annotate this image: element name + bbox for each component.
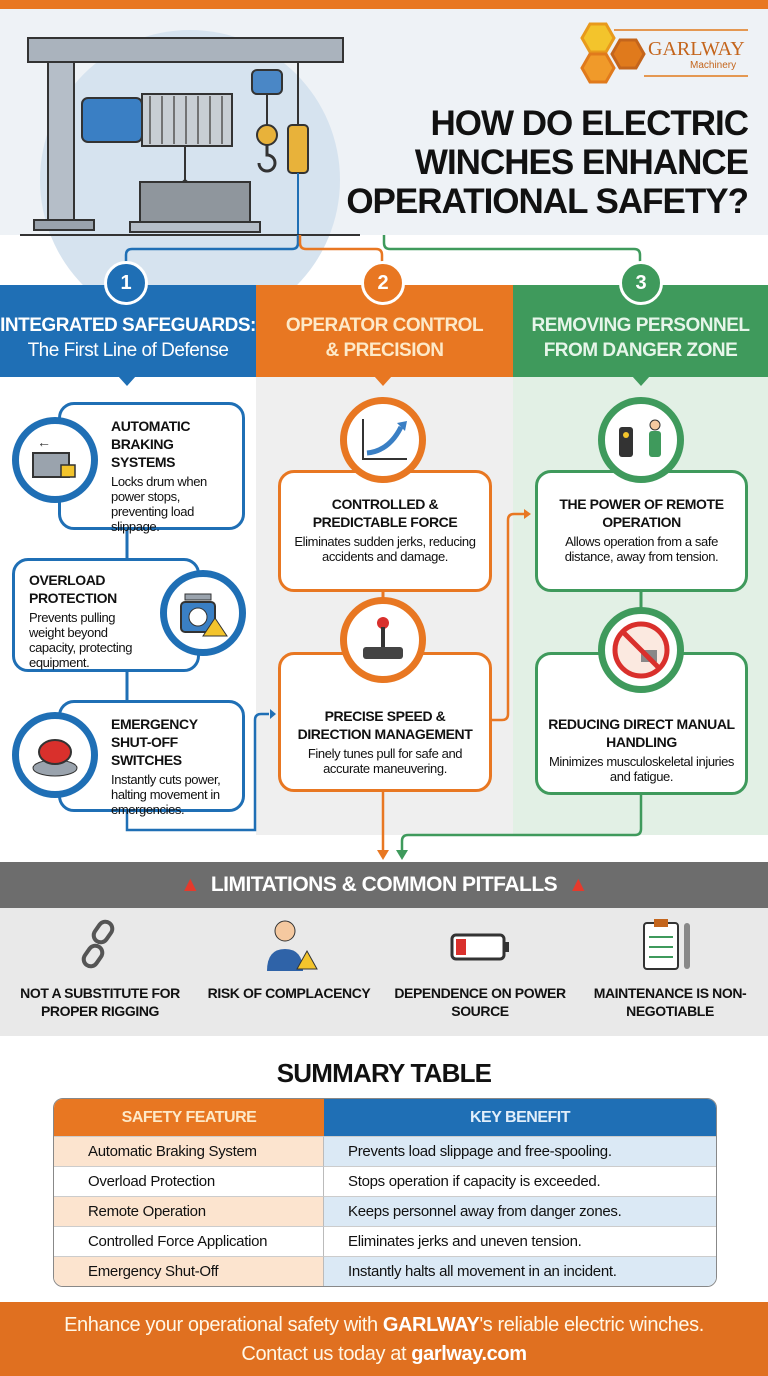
column-subtitle: FROM DANGER ZONE (543, 340, 738, 361)
card-title: AUTOMATIC BRAKING SYSTEMS (111, 418, 191, 470)
remote-control-person-icon (598, 397, 684, 483)
benefit-cell: Instantly halts all movement in an incident. (324, 1256, 716, 1286)
logo-tagline: Machinery (690, 60, 737, 71)
top-accent-bar (0, 0, 768, 9)
card-description: Minimizes musculoskeletal injuries and fatigue. (548, 754, 735, 784)
website-link[interactable]: garlway.com (411, 1343, 527, 1365)
footer-line-2 (0, 1340, 768, 1369)
benefit-cell: Eliminates jerks and uneven tension. (324, 1226, 716, 1256)
title-line: OPERATIONAL SAFETY? (346, 182, 748, 221)
table-row (54, 1196, 716, 1226)
footer-brand: GARLWAY (382, 1314, 480, 1336)
no-manual-handling-icon (598, 607, 684, 693)
summary-table (53, 1098, 717, 1287)
summary-title: SUMMARY TABLE (276, 1058, 492, 1088)
step-number-3: 3 (619, 261, 663, 305)
column-subtitle: The First Line of Defense (27, 340, 229, 361)
title-line: HOW DO ELECTRIC (430, 104, 748, 143)
worker-warning-icon (259, 915, 319, 973)
logo-brand-name: GARLWAY (648, 38, 745, 60)
table-row (54, 1166, 716, 1196)
emergency-button-icon (12, 712, 98, 798)
feature-card-controlled-force (278, 470, 492, 592)
footer-text: Enhance your operational safety with (64, 1314, 383, 1336)
card-description: Eliminates sudden jerks, reducing accidents and damage. (294, 534, 476, 564)
footer-line-1 (0, 1311, 768, 1340)
card-title: OVERLOAD PROTECTION (29, 572, 117, 606)
column-title: REMOVING PERSONNEL (531, 315, 750, 336)
scale-warning-icon (160, 570, 246, 656)
column-subtitle: & PRECISION (325, 340, 444, 361)
winch-drum-lock-icon (12, 417, 98, 503)
feature-cell: Emergency Shut-Off (54, 1256, 324, 1286)
table-row (54, 1256, 716, 1286)
limitations-banner (0, 862, 768, 908)
low-battery-icon (448, 915, 512, 973)
title-line: WINCHES ENHANCE (414, 143, 748, 182)
table-row (54, 1136, 716, 1166)
table-row (54, 1226, 716, 1256)
limitation-item (580, 915, 760, 1020)
feature-cell: Overload Protection (54, 1166, 324, 1196)
benefit-cell: Prevents load slippage and free-spooling. (324, 1136, 716, 1166)
checklist-wrench-icon (638, 915, 702, 973)
limitation-item (199, 915, 379, 1002)
column-title: INTEGRATED SAFEGUARDS: (0, 315, 256, 336)
card-description: Locks drum when power stops, preventing load slippage. (111, 474, 207, 534)
column-title: OPERATOR CONTROL (285, 315, 484, 336)
card-description: Prevents pulling weight beyond capacity, protecting equipment. (29, 610, 133, 670)
joystick-icon (340, 597, 426, 683)
warning-icon: ▲ (179, 873, 201, 896)
gantry-winch-illustration (20, 30, 360, 245)
limitations-title: LIMITATIONS & COMMON PITFALLS (210, 873, 558, 896)
benefit-cell: Keeps personnel away from danger zones. (324, 1196, 716, 1226)
card-title: REDUCING DIRECT MANUAL HANDLING (548, 716, 735, 750)
footer-text: 's reliable electric winches. (479, 1314, 704, 1336)
footer-text: Contact us today at (241, 1343, 412, 1365)
card-title: THE POWER OF REMOTE OPERATION (559, 496, 724, 530)
svg-text:←: ← (37, 435, 51, 450)
feature-cell: Controlled Force Application (54, 1226, 324, 1256)
rising-curve-chart-icon (340, 397, 426, 483)
limitation-label: NOT A SUBSTITUTE FOR PROPER RIGGING (20, 985, 180, 1019)
feature-cell: Automatic Braking System (54, 1136, 324, 1166)
page-title (328, 104, 748, 221)
feature-card-remote-operation (535, 470, 748, 592)
card-description: Instantly cuts power, halting movement in emergencies. (111, 772, 221, 817)
warning-icon: ▲ (567, 873, 589, 896)
step-number-2: 2 (361, 261, 405, 305)
card-title: EMERGENCY SHUT-OFF SWITCHES (111, 716, 198, 768)
limitation-item (390, 915, 570, 1020)
feature-cell: Remote Operation (54, 1196, 324, 1226)
card-description: Finely tunes pull for safe and accurate maneuvering. (307, 746, 463, 776)
limitation-label: DEPENDENCE ON POWER SOURCE (394, 985, 566, 1019)
card-title: PRECISE SPEED & DIRECTION MANAGEMENT (297, 708, 473, 742)
limitation-label: MAINTENANCE IS NON-NEGOTIABLE (593, 985, 747, 1019)
card-title: CONTROLLED & PREDICTABLE FORCE (312, 496, 458, 530)
card-description: Allows operation from a safe distance, away from tension. (564, 534, 719, 564)
table-header-feature: SAFETY FEATURE (54, 1099, 324, 1136)
table-header-benefit: KEY BENEFIT (324, 1099, 716, 1136)
limitation-label: RISK OF COMPLACENCY (207, 985, 371, 1001)
broken-chain-icon (80, 915, 120, 973)
limitation-item (10, 915, 190, 1020)
benefit-cell: Stops operation if capacity is exceeded. (324, 1166, 716, 1196)
step-number-1: 1 (104, 261, 148, 305)
footer-cta (0, 1302, 768, 1376)
